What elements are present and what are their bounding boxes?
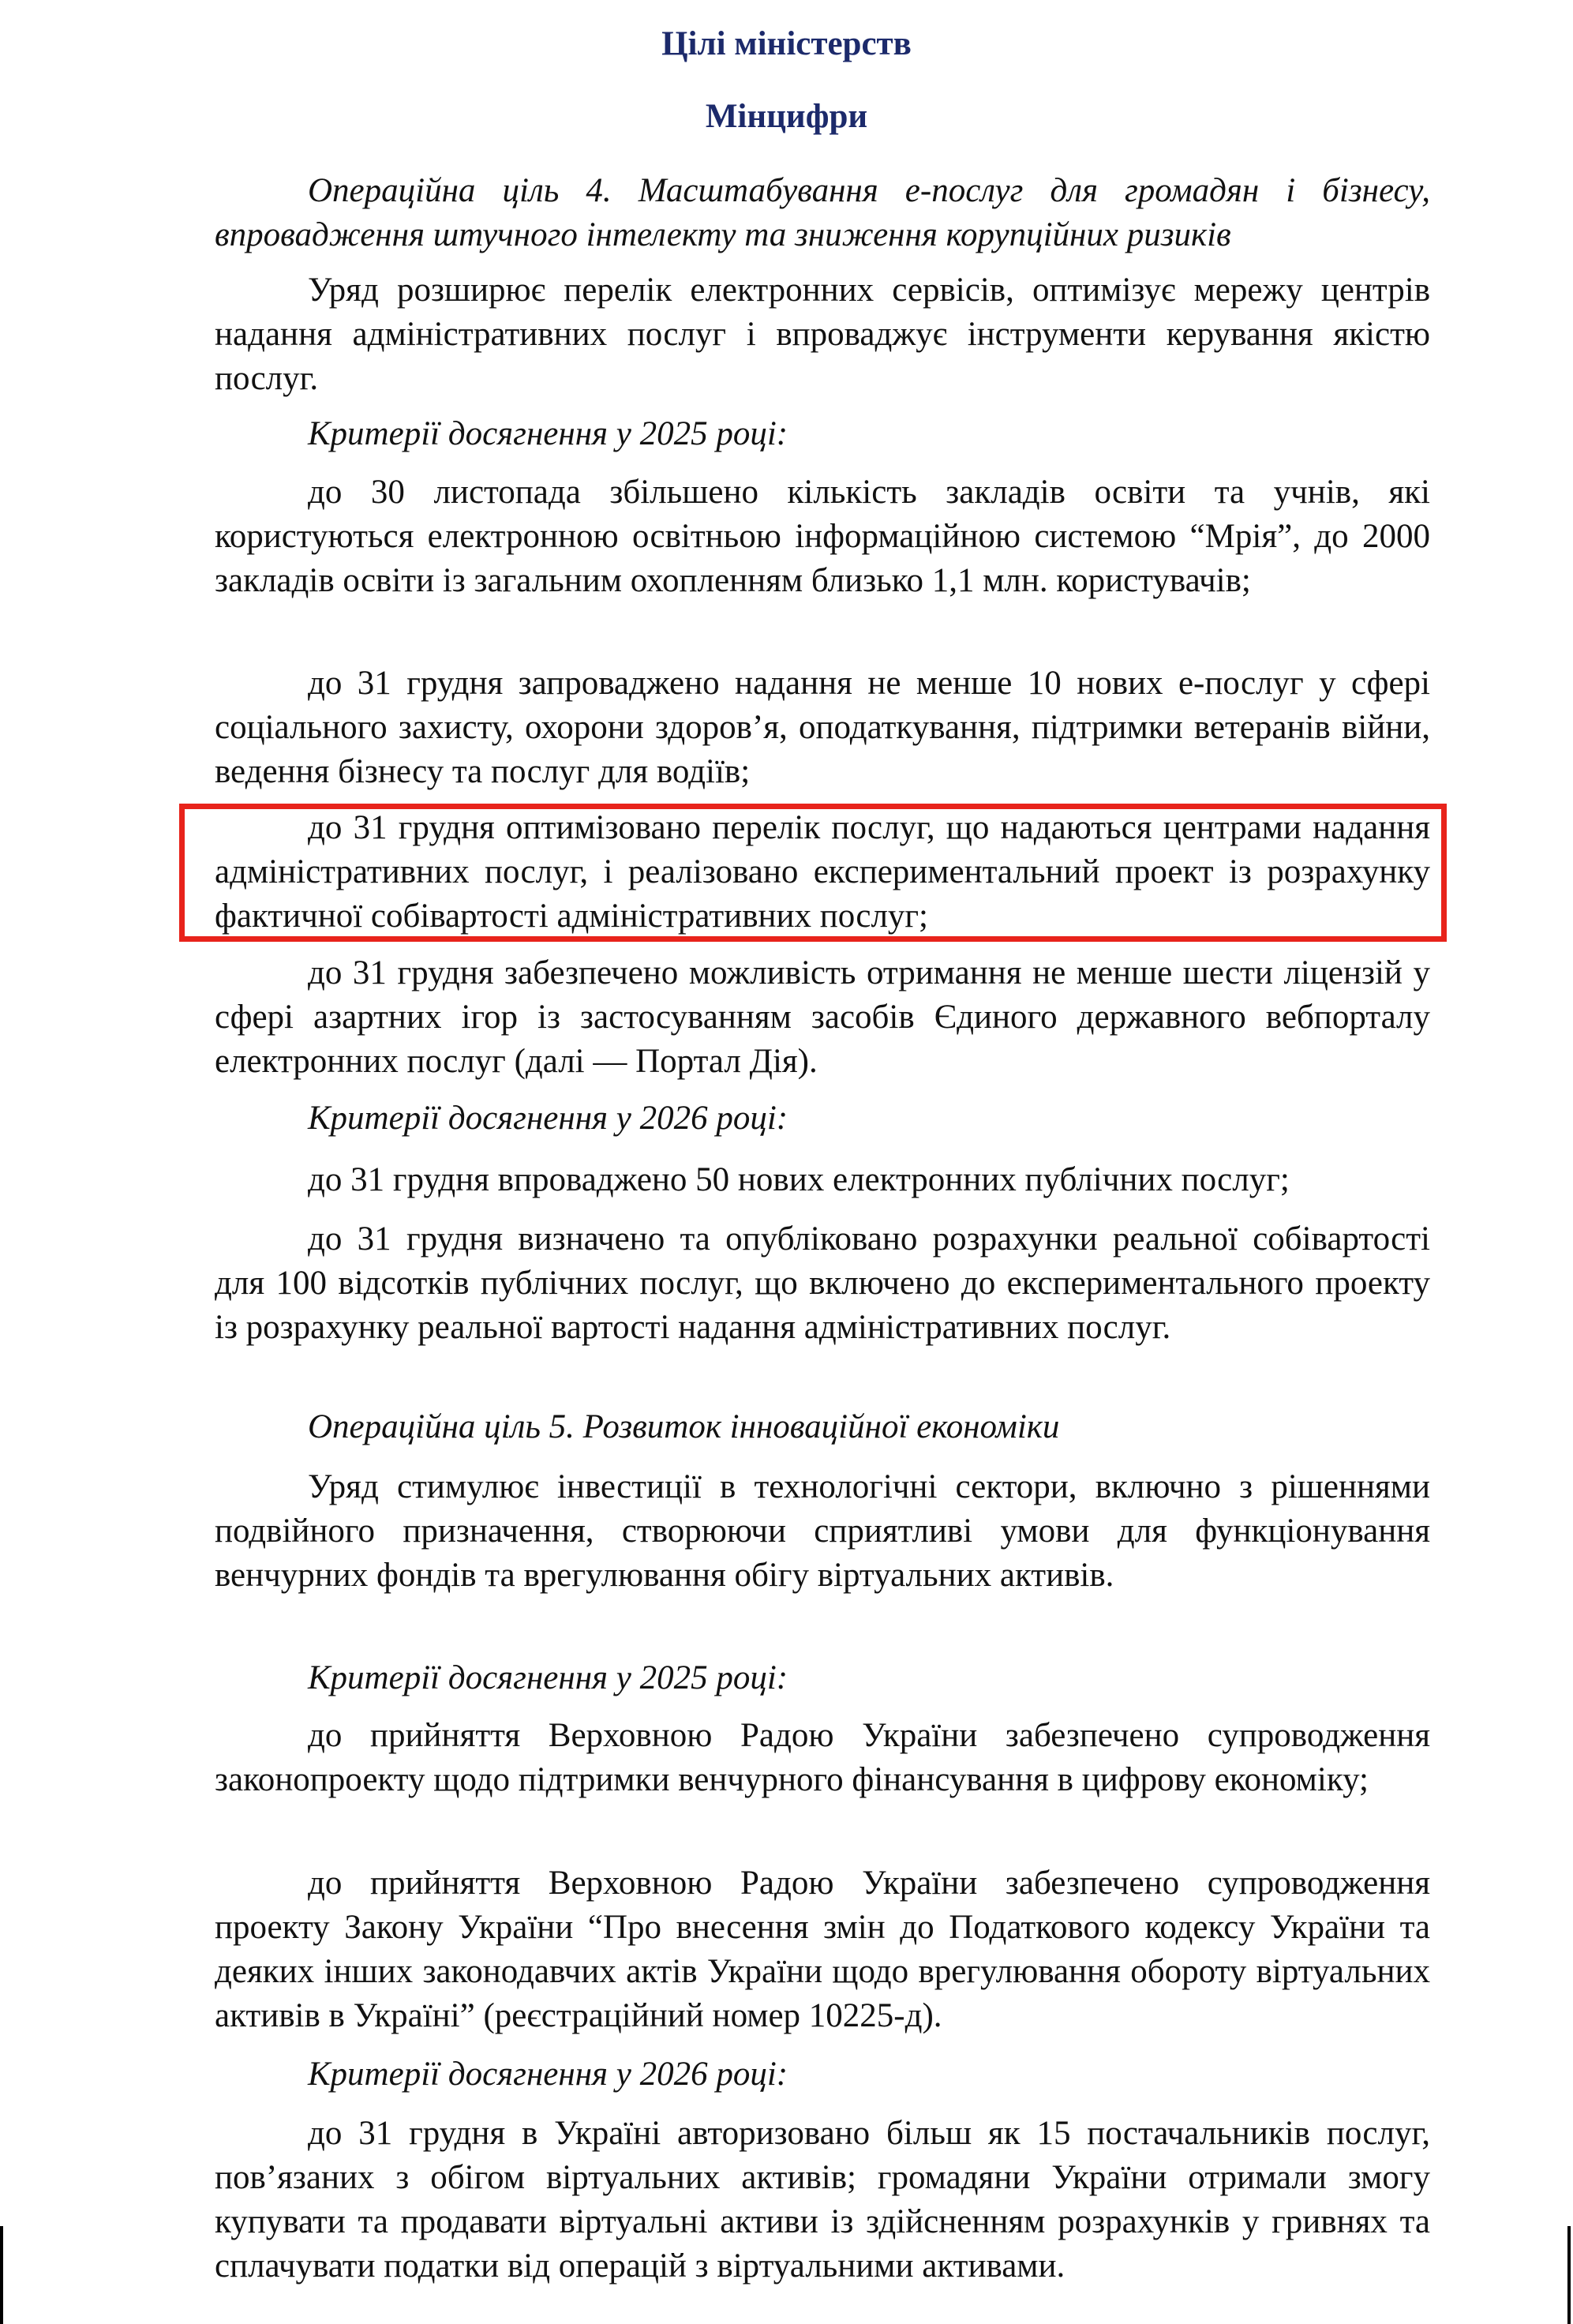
goal4-criterion-2025-3: до 31 грудня оптимізовано перелік послуг, що надаються центрами надання адміністративних послуг, і реалізовано експериментальний проект із розрахунку фактичної собівартості адміністративних послуг; <box>215 809 1430 935</box>
goal5-criterion-2025-1: до прийняття Верховною Радою України забезпечено супроводження законопроекту щодо підтримки венчурного фінансування в цифрову економіку; <box>215 1717 1430 1798</box>
goal4-criterion-2025-2: до 31 грудня запроваджено надання не менше 10 нових е-послуг у сфері соціального захисту, охорони здоров’я, оподаткування, підтримки ветеранів війни, ведення бізнесу та послуг для водіїв; <box>215 665 1430 790</box>
goal5-title: Операційна ціль 5. Розвиток інноваційної економіки <box>308 1408 1060 1445</box>
goal4-criteria-2026-label: Критерії досягнення у 2026 році: <box>308 1100 788 1137</box>
goal4-criterion-2025-1: до 30 листопада збільшено кількість закладів освіти та учнів, які користуються електронною освітньою інформаційною системою “Мрія”, до 2000 закладів освіти із загальним охопленням близько 1,1 млн. користувачів; <box>215 474 1430 599</box>
goal5-criterion-2026-1: до 31 грудня в Україні авторизовано більш як 15 постачальників послуг, пов’язаних з обігом віртуальних активів; громадяни України отримали змогу купувати та продавати віртуальні активи із здійсненням розрахунків у гривнях та сплачувати податки від операцій з віртуальними активами. <box>215 2115 1430 2285</box>
goal5-criterion-2025-2: до прийняття Верховною Радою України забезпечено супроводження проекту Закону України “Про внесення змін до Податкового кодексу України та деяких інших законодавчих актів України щодо врегулювання обороту віртуальних активів в Україні” (реєстраційний номер 10225-д). <box>215 1865 1430 2034</box>
goal5-intro: Уряд стимулює інвестиції в технологічні сектори, включно з рішеннями подвійного призначення, створюючи сприятливі умови для функціонування венчурних фондів та врегулювання обігу віртуальних активів. <box>215 1468 1430 1594</box>
goal5-criteria-2026-label: Критерії досягнення у 2026 році: <box>308 2056 788 2093</box>
goal4-criteria-2025-label: Критерії досягнення у 2025 році: <box>308 415 788 452</box>
goal5-criteria-2025-label: Критерії досягнення у 2025 році: <box>308 1659 788 1696</box>
ministry-title: Мінцифри <box>705 98 868 135</box>
goal4-criterion-2026-2: до 31 грудня визначено та опубліковано розрахунки реальної собівартості для 100 відсотків публічних послуг, що включено до експериментального проекту із розрахунку реальної вартості надання адміністративних послуг. <box>215 1220 1430 1346</box>
goal4-intro: Уряд розширює перелік електронних сервісів, оптимізує мережу центрів надання адміністративних послуг і впроваджує інструменти керування якістю послуг. <box>215 272 1430 397</box>
goal4-criterion-2026-1: до 31 грудня впроваджено 50 нових електронних публічних послуг; <box>308 1161 1290 1198</box>
goal4-title: Операційна ціль 4. Масштабування е-послуг для громадян і бізнесу, впровадження штучного інтелекту та зниження корупційних ризиків <box>215 172 1430 253</box>
goal4-criterion-2025-4: до 31 грудня забезпечено можливість отримання не менше шести ліцензій у сфері азартних ігор із застосуванням засобів Єдиного державного вебпорталу електронних послуг (далі — Портал Дія). <box>215 954 1430 1080</box>
right-edge-bar <box>1567 2226 1571 2324</box>
highlight-box <box>179 804 1447 942</box>
left-edge-bar <box>0 2226 3 2324</box>
page-heading: Цілі міністерств <box>661 25 912 62</box>
